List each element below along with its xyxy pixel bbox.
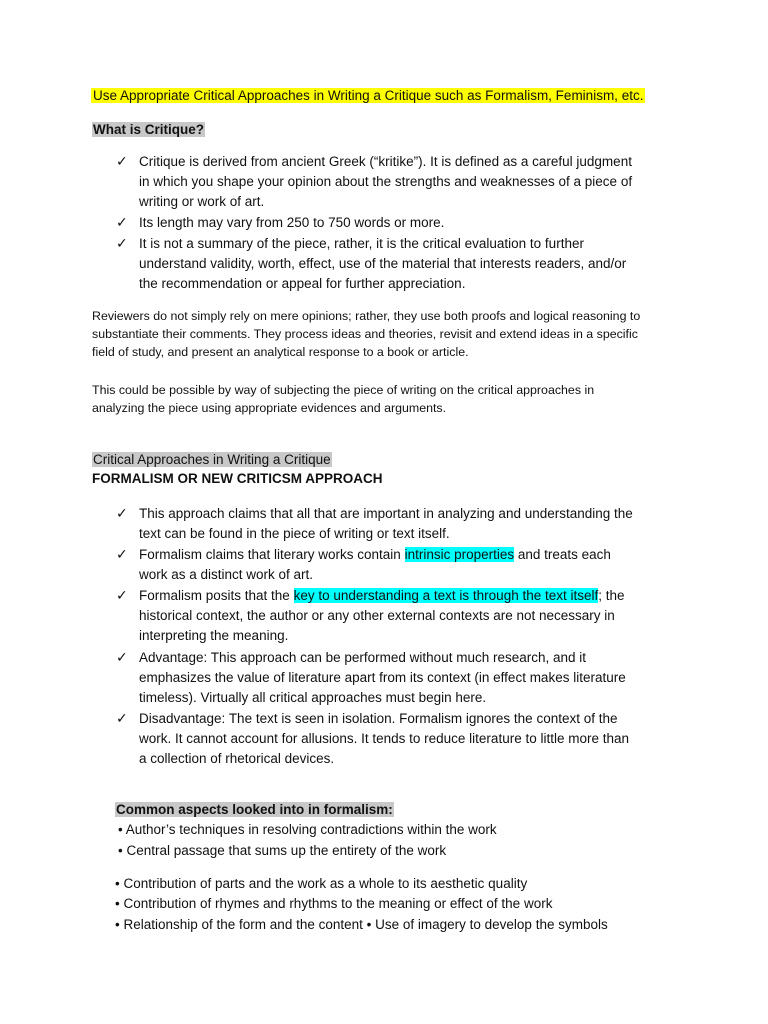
text-segment: Formalism posits that the <box>139 588 294 603</box>
bullet-item: • Relationship of the form and the content • Use of imagery to develop the symbols <box>115 917 608 932</box>
list-item-line: This approach claims that all that are important in analyzing and understanding the <box>139 506 633 521</box>
section-heading-text: What is Critique? <box>93 122 204 137</box>
check-icon: ✓ <box>116 153 128 169</box>
list-item-line: Its length may vary from 250 to 750 words or more. <box>139 215 445 230</box>
list-item-line: work as a distinct work of art. <box>139 567 314 582</box>
list-item-line: work. It cannot account for allusions. It tends to reduce literature to little more than <box>139 731 630 746</box>
check-icon: ✓ <box>116 546 128 562</box>
section-heading-text: Common aspects looked into in formalism: <box>116 802 393 817</box>
list-item-line: in which you shape your opinion about the strengths and weaknesses of a piece of <box>139 174 633 189</box>
check-icon: ✓ <box>116 214 128 230</box>
paragraph-line: analyzing the piece using appropriate evidences and arguments. <box>92 401 447 415</box>
list-item-line: timeless). Virtually all critical approaches must begin here. <box>139 690 487 705</box>
section-heading-text: Critical Approaches in Writing a Critique <box>93 452 331 467</box>
check-icon: ✓ <box>116 710 128 726</box>
list-item-line: understand validity, worth, effect, use of the material that interests readers, and/or <box>139 256 627 271</box>
highlighted-text: key to understanding a text is through the text itself <box>293 588 599 603</box>
paragraph-line: field of study, and present an analytical response to a book or article. <box>92 345 469 359</box>
list-item-line: text can be found in the piece of writing or text itself. <box>139 526 450 541</box>
section-heading-what-is-critique <box>92 120 205 140</box>
bullet-item: • Contribution of parts and the work as a whole to its aesthetic quality <box>115 876 528 891</box>
list-item-line <box>139 586 625 606</box>
document-title <box>91 86 645 106</box>
list-item-line: Critique is derived from ancient Greek (“kritike”). It is defined as a careful judgment <box>139 154 632 169</box>
check-icon: ✓ <box>116 505 128 521</box>
list-item-line: interpreting the meaning. <box>139 628 289 643</box>
list-item-line: the recommendation or appeal for further appreciation. <box>139 276 466 291</box>
list-item-line: writing or work of art. <box>139 194 265 209</box>
text-segment: ; the <box>598 588 625 603</box>
title-text: Use Appropriate Critical Approaches in Writing a Critique such as Formalism, Feminism, etc. <box>93 88 644 103</box>
list-item-line <box>139 545 611 565</box>
list-item-line: Disadvantage: The text is seen in isolation. Formalism ignores the context of the <box>139 711 618 726</box>
paragraph-line: This could be possible by way of subjecting the piece of writing on the critical approaches in <box>92 383 595 397</box>
section-heading-critical-approaches <box>92 450 332 470</box>
highlighted-text: intrinsic properties <box>404 547 515 562</box>
list-item-line: a collection of rhetorical devices. <box>139 751 335 766</box>
bullet-item: • Contribution of rhymes and rhythms to the meaning or effect of the work <box>115 896 553 911</box>
text-segment: Formalism claims that literary works contain <box>139 547 405 562</box>
paragraph-line: substantiate their comments. They process ideas and theories, revisit and extend ideas in a specific <box>92 327 638 341</box>
check-icon: ✓ <box>116 649 128 665</box>
section-heading-common-aspects <box>115 800 394 820</box>
section-subheading: FORMALISM OR NEW CRITICSM APPROACH <box>92 471 383 486</box>
bullet-item: • Author’s techniques in resolving contradictions within the work <box>118 822 497 837</box>
paragraph-line: Reviewers do not simply rely on mere opinions; rather, they use both proofs and logical reasoning to <box>92 309 641 323</box>
list-item-line: It is not a summary of the piece, rather, it is the critical evaluation to further <box>139 236 584 251</box>
bullet-item: • Central passage that sums up the entirety of the work <box>118 843 447 858</box>
list-item-line: emphasizes the value of literature apart from its context (in effect makes literature <box>139 670 626 685</box>
check-icon: ✓ <box>116 587 128 603</box>
check-icon: ✓ <box>116 235 128 251</box>
text-segment: and treats each <box>514 547 611 562</box>
list-item-line: Advantage: This approach can be performed without much research, and it <box>139 650 587 665</box>
list-item-line: historical context, the author or any other external contexts are not necessary in <box>139 608 615 623</box>
